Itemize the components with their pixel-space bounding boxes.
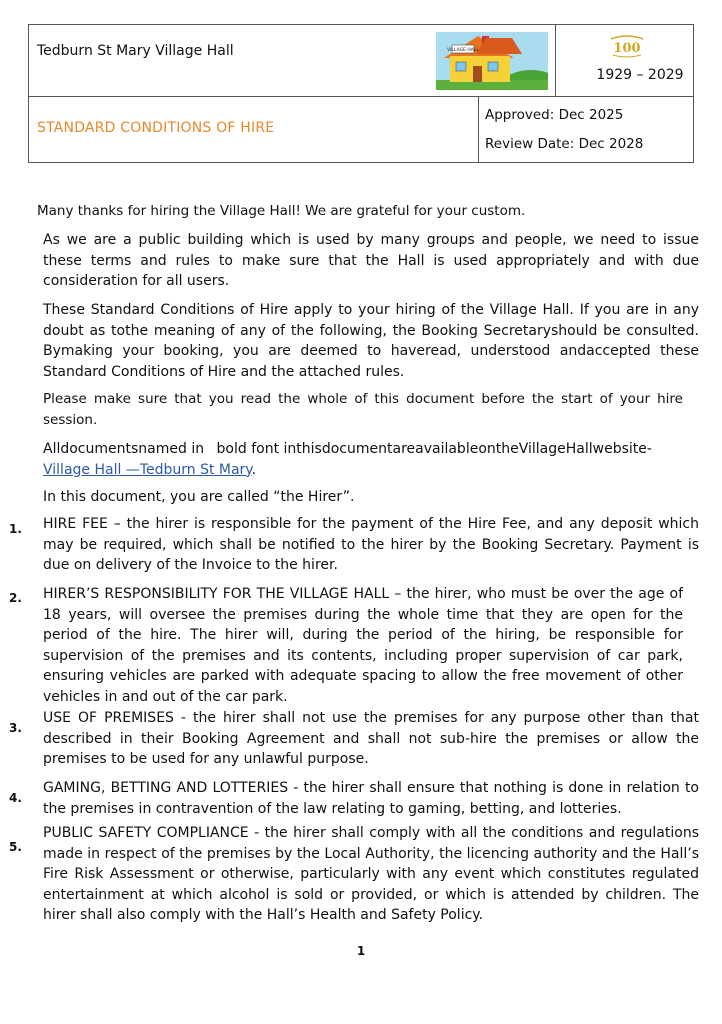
clause-number: 3.: [9, 721, 22, 735]
badge-text: 100: [613, 41, 641, 56]
intro-apply: These Standard Conditions of Hire apply to your hiring of the Village Hall. If you are in any doubt as tothe meaning of any of the following, the Booking Secretaryshould be consulted. Bymaking your booking, you are deemed to haveread, understood andaccepted these Standard Conditions of Hire and the attached rules.: [43, 302, 699, 380]
document-title: STANDARD CONDITIONS OF HIRE: [37, 120, 275, 136]
clause-number: 2.: [9, 591, 22, 605]
intro-documents: [43, 439, 699, 480]
docs-suffix: inthisdocumentareavailableontheVillageHallwebsite-: [283, 441, 652, 457]
docs-prefix: Alldocumentsnamed in: [43, 441, 205, 457]
hall-name: Tedburn St Mary Village Hall: [37, 43, 234, 59]
clause-use-of-premises: USE OF PREMISES - the hirer shall not use the premises for any purpose other than that described in their Booking Agreement and shall not sub-hire the premises or allow the premises to be used for any unlawful purpose.: [43, 710, 699, 767]
link-end: .: [251, 461, 257, 478]
clause-number: 1.: [9, 522, 22, 536]
page-number: 1: [356, 944, 366, 958]
website-link[interactable]: Village Hall —Tedburn St Mary: [43, 461, 252, 478]
review-date: Review Date: Dec 2028: [485, 136, 644, 152]
clause-gaming-betting: GAMING, BETTING AND LOTTERIES - the hirer shall ensure that nothing is done in relation to the premises in contravention of the law relating to gaming, betting, and lotteries.: [43, 780, 699, 817]
clause-hirer-responsibility: HIRER’S RESPONSIBILITY FOR THE VILLAGE HALL – the hirer, who must be over the age of 18 years, will oversee the premises during the whole time that they are open for the period of the hire. The hirer will, during the period of the hiring, be responsible for supervision of the premises and its contents, including proper supervision of car park, ensuring vehicles are parked with adequate spacing to allow the free movement of other vehicles in and out of the car park.: [43, 586, 683, 705]
docs-bold-font: bold font: [216, 441, 280, 457]
intro-please-read: Please make sure that you read the whole of this document before the start of your hire session.: [43, 391, 683, 428]
clause-number: 4.: [9, 791, 22, 805]
years-text: 1929 – 2029: [596, 67, 684, 83]
clause-hire-fee: HIRE FEE – the hirer is responsible for the payment of the Hire Fee, and any deposit which may be required, which shall be notified to the hirer by the Booking Secretary. Payment is due on delivery of the Invoice to the hirer.: [43, 516, 699, 573]
intro-public-building: As we are a public building which is used by many groups and people, we need to issue these terms and rules to make sure that the Hall is used appropriately and with due consideration for all users.: [43, 232, 699, 289]
clause-number: 5.: [9, 840, 22, 854]
intro-hirer-definition: In this document, you are called “the Hirer”.: [43, 489, 355, 505]
intro-thanks: Many thanks for hiring the Village Hall! We are grateful for your custom.: [37, 203, 526, 219]
approved-date: Approved: Dec 2025: [485, 107, 624, 123]
house-sign-text: VILLAGE HALL: [447, 48, 479, 53]
clause-public-safety: PUBLIC SAFETY COMPLIANCE - the hirer shall comply with all the conditions and regulations made in respect of the premises by the Local Authority, the licencing authority and the Hall’s Fire Risk Assessment or otherwise, particularly with any event which constitutes regulated entertainment at which alcohol is sold or provided, or which is attended by children. The hirer shall also comply with the Hall’s Health and Safety Policy.: [43, 825, 699, 923]
